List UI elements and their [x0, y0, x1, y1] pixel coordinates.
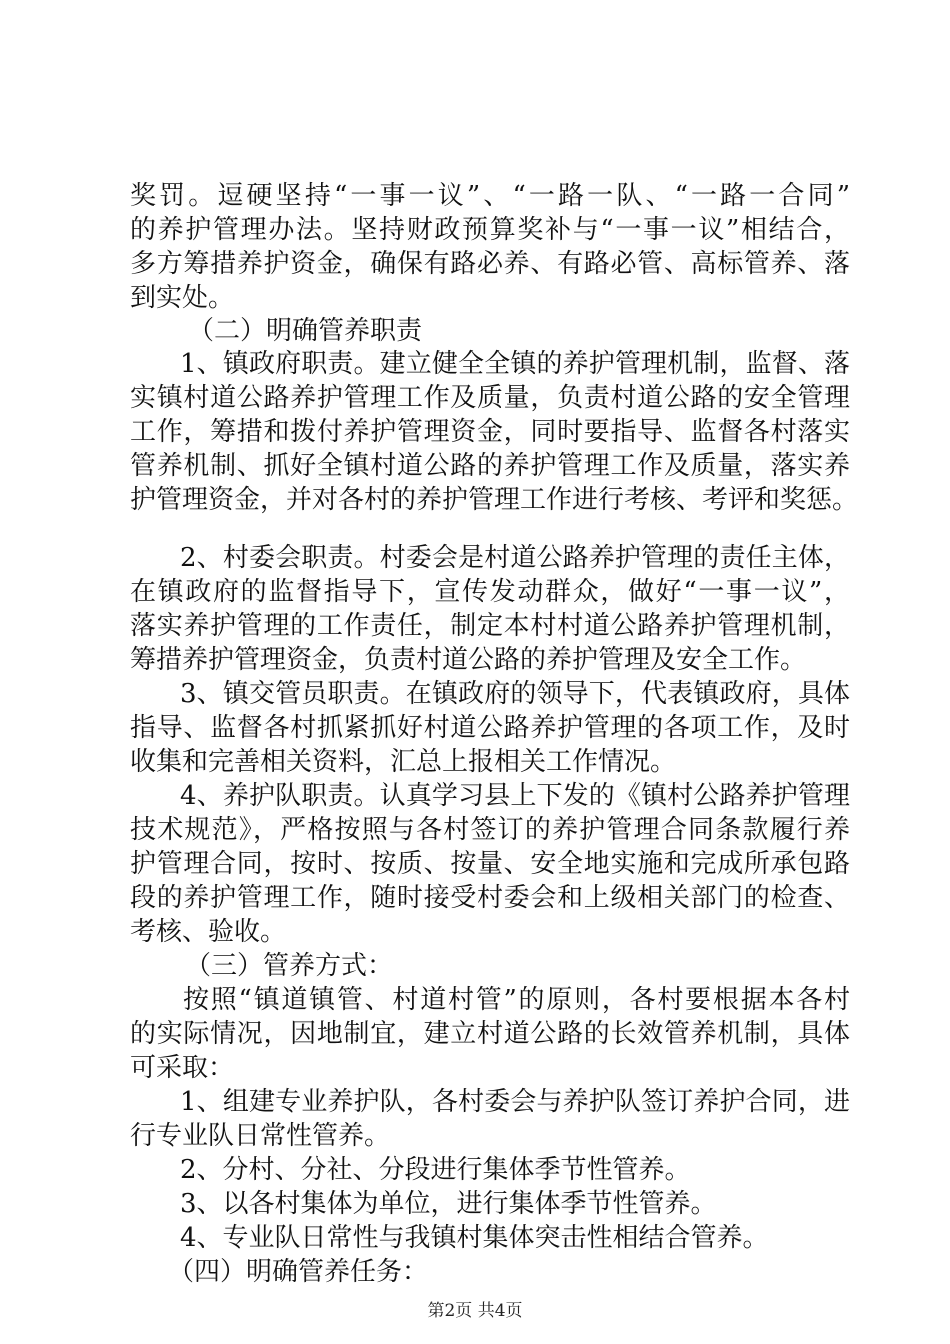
body-text-line: 护管理资金，并对各村的养护管理工作进行考核、考评和奖惩。	[130, 485, 859, 515]
body-text-line: 按照“镇道镇管、村道村管”的原则，各村要根据本各村	[183, 985, 850, 1015]
body-text-line: 3、镇交管员职责。在镇政府的领导下，代表镇政府，具体	[180, 679, 850, 709]
section-heading: （二）明确管养职责	[188, 316, 423, 346]
body-text-line: 考核、验收。	[130, 917, 287, 947]
body-text-line: 实镇村道公路养护管理工作及质量，负责村道公路的安全管理	[130, 383, 850, 413]
body-text-line: 2、分村、分社、分段进行集体季节性管养。	[180, 1155, 691, 1185]
body-text-line: 奖罚。逗硬坚持“一事一议”、“一路一队、“一路一合同”	[130, 181, 850, 211]
section-heading: （四）明确管养任务：	[168, 1257, 429, 1287]
body-text-line: 多方筹措养护资金，确保有路必养、有路必管、高标管养、落	[130, 249, 850, 279]
body-text-line: 到实处。	[130, 283, 235, 313]
body-text-line: 1、镇政府职责。建立健全全镇的养护管理机制，监督、落	[180, 349, 850, 379]
body-text-line: 4、养护队职责。认真学习县上下发的《镇村公路养护管理	[180, 781, 850, 811]
body-text-line: 技术规范》，严格按照与各村签订的养护管理合同条款履行养	[130, 815, 850, 845]
body-text-line: 的实际情况，因地制宜，建立村道公路的长效管养机制，具体	[130, 1019, 850, 1049]
body-text-line: 段的养护管理工作，随时接受村委会和上级相关部门的检查、	[130, 883, 850, 913]
body-text-line: 行专业队日常性管养。	[130, 1121, 391, 1151]
body-text-line: 筹措养护管理资金，负责村道公路的养护管理及安全工作。	[130, 645, 807, 675]
body-text-line: 4、专业队日常性与我镇村集体突击性相结合管养。	[180, 1223, 769, 1253]
body-text-line: 护管理合同，按时、按质、按量、安全地实施和完成所承包路	[130, 849, 850, 879]
body-text-line: 2、村委会职责。村委会是村道公路养护管理的责任主体，	[180, 543, 850, 573]
body-text-line: 工作，筹措和拨付养护管理资金，同时要指导、监督各村落实	[130, 417, 850, 447]
body-text-line: 可采取：	[130, 1053, 235, 1083]
body-text-line: 1、组建专业养护队，各村委会与养护队签订养护合同，进	[180, 1087, 850, 1117]
body-text-line: 在镇政府的监督指导下，宣传发动群众，做好“一事一议”，	[130, 577, 850, 607]
body-text-line: 落实养护管理的工作责任，制定本村村道公路养护管理机制，	[130, 611, 850, 641]
body-text-line: 管养机制、抓好全镇村道公路的养护管理工作及质量，落实养	[130, 451, 850, 481]
body-text-line: 3、以各村集体为单位，进行集体季节性管养。	[180, 1189, 717, 1219]
page-footer: 第2页 共4页	[427, 1301, 523, 1321]
section-heading: （三）管养方式：	[185, 951, 394, 981]
body-text-line: 收集和完善相关资料，汇总上报相关工作情况。	[130, 747, 677, 777]
body-text-line: 的养护管理办法。坚持财政预算奖补与“一事一议”相结合，	[130, 215, 850, 245]
body-text-line: 指导、监督各村抓紧抓好村道公路养护管理的各项工作，及时	[130, 713, 850, 743]
